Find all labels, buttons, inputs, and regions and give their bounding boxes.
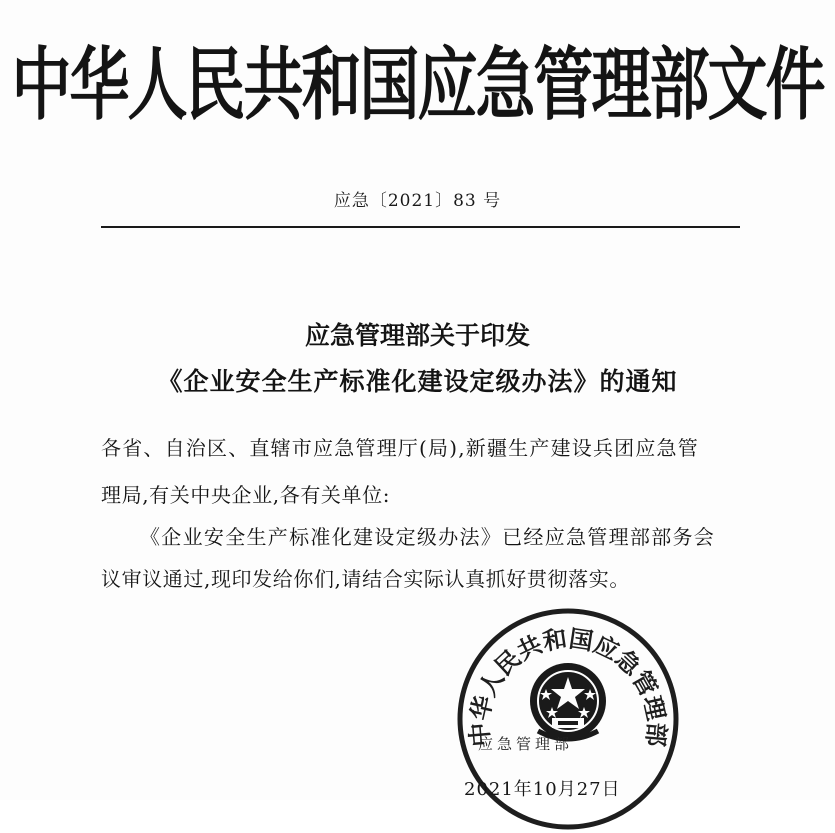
document-number: 应急〔2021〕83 号 (333, 191, 502, 211)
body-line: 《企业安全生产标准化建设定级办法》已经应急管理部部务会 (140, 525, 716, 549)
national-emblem-icon (530, 663, 606, 739)
body-line: 各省、自治区、直辖市应急管理厅(局),新疆生产建设兵团应急管 (101, 436, 699, 460)
notice-title-line-1: 应急管理部关于印发 (304, 321, 530, 350)
notice-title-line-2: 《企业安全生产标准化建设定级办法》的通知 (157, 367, 678, 396)
header-divider (101, 226, 740, 228)
seal-text: 中华人民共和国应急管理部 (465, 624, 671, 748)
issuer-header: 中华人民共和国应急管理部文件 (11, 39, 824, 132)
body-line: 议审议通过,现印发给你们,请结合实际认真抓好贯彻落实。 (101, 567, 630, 591)
signature-org: 应急管理部 (478, 735, 574, 753)
issue-date: 2021年10月27日 (464, 779, 621, 800)
body-line: 理局,有关中央企业,各有关单位: (101, 483, 391, 507)
